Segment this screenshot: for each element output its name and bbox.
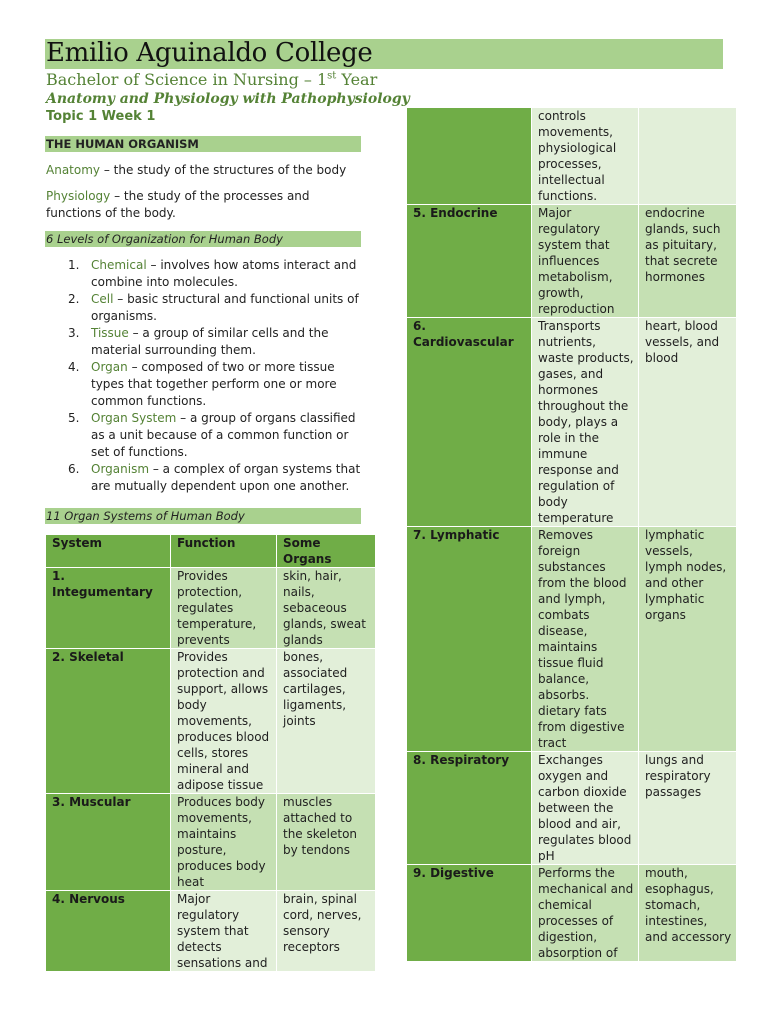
level-number: 2.	[68, 292, 80, 306]
level-term: Tissue	[91, 326, 129, 340]
level-definition: – involves how atoms interact and combine into molecules.	[91, 258, 357, 289]
function-cell: Removes foreign substances from the blood and lymph, combats disease, maintains tissue fluid balance, absorbs. dietary fats from digestive tract	[532, 527, 639, 752]
level-item	[46, 410, 366, 461]
anatomy-term: Anatomy	[46, 163, 101, 177]
system-cell: 5. Endocrine	[407, 205, 532, 318]
program-tail: Year	[336, 70, 378, 89]
level-item	[46, 257, 366, 291]
organs-cell: muscles attached to the skeleton by tendons	[277, 794, 376, 891]
function-cell: controls movements, physiological processes, intellectual functions.	[532, 108, 639, 205]
level-item	[46, 325, 366, 359]
system-cell: 4. Nervous	[46, 891, 171, 972]
system-cell: 1. Integumentary	[46, 568, 171, 649]
column-header-system: System	[46, 535, 171, 568]
levels-heading: 6 Levels of Organization for Human Body	[46, 232, 283, 246]
function-cell: Provides protection, regulates temperature, prevents	[171, 568, 277, 649]
physiology-text: – the study of the processes and functions of the body.	[46, 189, 310, 220]
organs-cell: skin, hair, nails, sebaceous glands, sweat glands	[277, 568, 376, 649]
level-item	[46, 359, 366, 410]
topic-label: Topic 1 Week 1	[46, 109, 156, 124]
system-cell: 7. Lymphatic	[407, 527, 532, 752]
table-row	[407, 752, 737, 865]
levels-list	[46, 257, 366, 495]
level-term: Organism	[91, 462, 150, 476]
organs-cell: endocrine glands, such as pituitary, that secrete hormones	[639, 205, 737, 318]
table-row	[407, 527, 737, 752]
organ-systems-table-right	[406, 107, 737, 962]
level-definition: – a group of similar cells and the material surrounding them.	[91, 326, 329, 357]
anatomy-definition	[46, 162, 366, 179]
program-main: Bachelor of Science in Nursing – 1	[46, 70, 328, 89]
anatomy-text: – the study of the structures of the body	[100, 163, 347, 177]
level-definition: – a complex of organ systems that are mutually dependent upon one another.	[91, 462, 361, 493]
physiology-definition	[46, 188, 346, 222]
organs-cell: mouth, esophagus, stomach, intestines, and accessory	[639, 865, 737, 962]
level-number: 4.	[68, 360, 80, 374]
table-row	[407, 865, 737, 962]
function-cell: Major regulatory system that detects sensations and	[171, 891, 277, 972]
function-cell: Transports nutrients, waste products, gases, and hormones throughout the body, plays a role in the immune response and regulation of body temperature	[532, 318, 639, 527]
level-definition: – a group of organs classified as a unit because of a common function or set of functions.	[91, 411, 356, 459]
table-row	[407, 108, 737, 205]
organs-cell: lymphatic vessels, lymph nodes, and other lymphatic organs	[639, 527, 737, 752]
level-number: 6.	[68, 462, 80, 476]
level-definition: – composed of two or more tissue types that together perform one or more common functions.	[91, 360, 337, 408]
table-row	[46, 891, 376, 972]
system-cell	[407, 108, 532, 205]
function-cell: Provides protection and support, allows body movements, produces blood cells, stores mineral and adipose tissue	[171, 649, 277, 794]
course-title: Anatomy and Physiology with Pathophysiology	[46, 91, 410, 107]
program-line	[46, 70, 377, 89]
organ-systems-table-left	[45, 534, 376, 972]
function-cell: Exchanges oxygen and carbon dioxide between the blood and air, regulates blood pH	[532, 752, 639, 865]
system-cell: 8. Respiratory	[407, 752, 532, 865]
column-header-organs: Some Organs	[277, 535, 376, 568]
system-cell: 6. Cardiovascular	[407, 318, 532, 527]
system-cell: 3. Muscular	[46, 794, 171, 891]
organs-cell: brain, spinal cord, nerves, sensory receptors	[277, 891, 376, 972]
organs-cell	[639, 108, 737, 205]
physiology-term: Physiology	[46, 189, 111, 203]
table-row	[46, 794, 376, 891]
function-cell: Performs the mechanical and chemical processes of digestion, absorption of	[532, 865, 639, 962]
organs-cell: bones, associated cartilages, ligaments, joints	[277, 649, 376, 794]
level-number: 1.	[68, 258, 80, 272]
organ-systems-heading: 11 Organ Systems of Human Body	[46, 509, 245, 523]
table-row	[407, 205, 737, 318]
organs-cell: heart, blood vessels, and blood	[639, 318, 737, 527]
table-row	[407, 318, 737, 527]
level-item	[46, 461, 366, 495]
level-term: Organ	[91, 360, 128, 374]
human-organism-heading: THE HUMAN ORGANISM	[46, 137, 199, 151]
system-cell: 2. Skeletal	[46, 649, 171, 794]
college-title: Emilio Aguinaldo College	[46, 38, 373, 68]
function-cell: Produces body movements, maintains posture, produces body heat	[171, 794, 277, 891]
program-superscript: st	[327, 70, 337, 82]
level-number: 3.	[68, 326, 80, 340]
function-cell: Major regulatory system that influences metabolism, growth, reproduction	[532, 205, 639, 318]
level-item	[46, 291, 366, 325]
level-term: Organ System	[91, 411, 177, 425]
column-header-function: Function	[171, 535, 277, 568]
table-header-row	[46, 535, 376, 568]
level-term: Chemical	[91, 258, 147, 272]
table-row	[46, 649, 376, 794]
table-row	[46, 568, 376, 649]
level-term: Cell	[91, 292, 114, 306]
system-cell: 9. Digestive	[407, 865, 532, 962]
level-definition: – basic structural and functional units of organisms.	[91, 292, 359, 323]
level-number: 5.	[68, 411, 80, 425]
organs-cell: lungs and respiratory passages	[639, 752, 737, 865]
